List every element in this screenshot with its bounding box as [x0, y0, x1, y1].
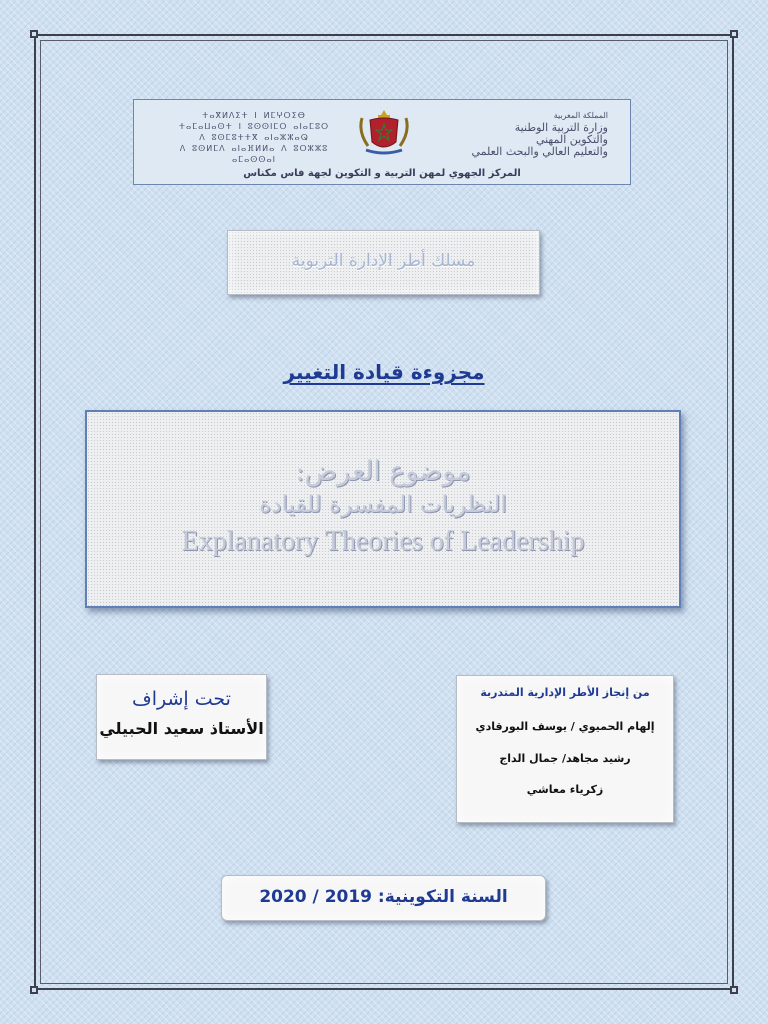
academic-year-label: السنة التكوينية: 2019 / 2020 — [259, 887, 508, 907]
topic-box — [85, 410, 681, 608]
author-line: إلهام الحميوي / يوسف البورقادي — [475, 720, 655, 733]
ministry-line: المملكة المغربية — [553, 111, 608, 120]
supervisor-label: تحت إشراف — [132, 688, 231, 710]
tifinagh-line: ⵜⴰⴳⵍⴷⵉⵜ ⵏ ⵍⵎⵖⵔⵉⴱ — [202, 111, 306, 120]
module-title — [0, 360, 768, 384]
border-corner — [30, 986, 38, 994]
authors-title: من إنجاز الأطر الإدارية المتدربة — [480, 686, 650, 699]
border-corner — [730, 30, 738, 38]
institution-header — [133, 99, 631, 185]
module-title-text: مجزوءة قيادة التغيير — [283, 360, 485, 384]
ministry-line: وزارة التربية الوطنية — [514, 121, 608, 134]
tifinagh-line: ⵜⴰⵎⴰⵡⴰⵙⵜ ⵏ ⵓⵙⵙⵏⵎⵔ ⴰⵏⴰⵎⵓⵔ — [178, 122, 330, 131]
topic-english-title: Explanatory Theories of Leadership — [181, 526, 585, 557]
ministry-line: والتكوين المهني — [535, 133, 608, 146]
border-corner — [730, 986, 738, 994]
topic-label: موضوع العرض: — [295, 456, 471, 487]
authors-box — [456, 675, 674, 823]
tifinagh-line: ⴷ ⵓⵙⵍⵎⴷ ⴰⵏⴰⴼⵍⵍⴰ ⴷ ⵓⵔⵣⵣⵓ ⴰⵎⴰⵙⵙⴰⵏ — [179, 144, 329, 164]
academic-year-box — [221, 875, 546, 921]
supervisor-box — [96, 674, 267, 760]
tifinagh-text — [174, 110, 334, 165]
regional-center-line: المركز الجهوي لمهن التربية و التكوين لجهة فاس مكناس — [243, 168, 521, 179]
border-corner — [30, 30, 38, 38]
supervisor-name: الأستاذ سعيد الحبيلي — [99, 719, 264, 738]
program-box — [227, 230, 540, 295]
program-label: مسلك أطر الإدارة التربوية — [291, 251, 476, 271]
tifinagh-line: ⴷ ⵓⵙⵎⵓⵜⵜⴳ ⴰⵏⴰⵣⵣⴰⵕ — [199, 133, 309, 142]
coat-of-arms-icon — [356, 108, 412, 158]
author-line: رشيد مجاهد/ جمال الداج — [499, 752, 631, 765]
topic-arabic-title: النظريات المفسرة للقيادة — [259, 492, 507, 518]
arabic-ministry-text — [428, 110, 608, 158]
ministry-line: والتعليم العالي والبحث العلمي — [471, 145, 608, 158]
author-line: زكرياء معاشي — [526, 783, 604, 796]
